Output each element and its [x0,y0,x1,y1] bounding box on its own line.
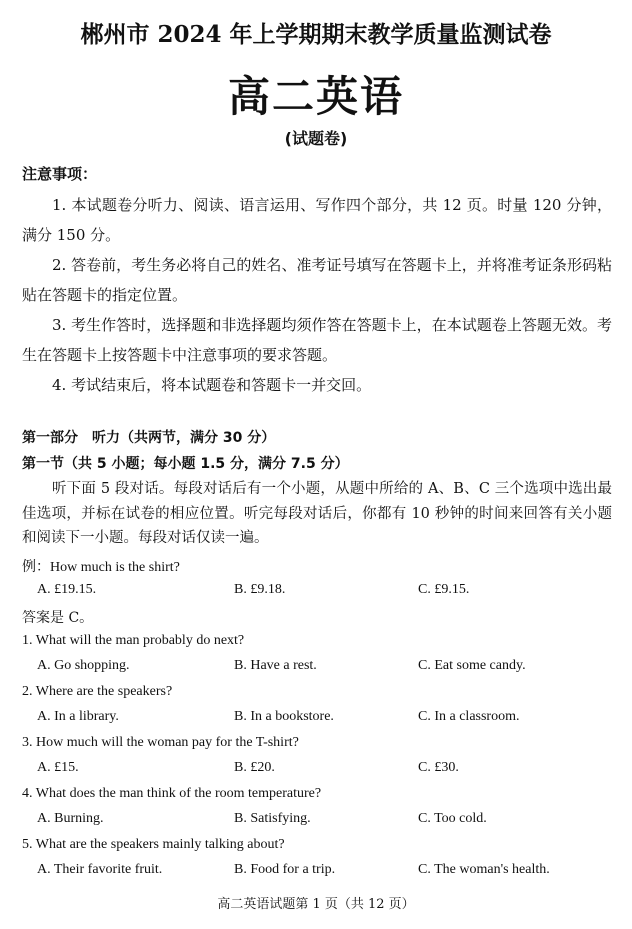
question-2-option-b: B. In a bookstore. [234,709,334,724]
notes-list [22,190,612,400]
question-4-option-b: B. Satisfying. [234,811,311,826]
instructions-text: 听下面 5 段对话。每段对话后有一个小题，从题中所给的 A、B、C 三个选项中选出最佳选项，并标在试卷的相应位置。听完每段对话后，你都有 10 秒钟的时间来回答有关小题和阅读下一小题。每段对话仅读一遍。 [22,481,612,546]
question-2-text: 2. Where are the speakers? [22,684,173,699]
question-item [22,633,622,683]
example-option-b: B. £9.18. [234,582,286,597]
question-item [22,837,622,887]
question-3-text: 3. How much will the woman pay for the T-shirt? [22,735,299,750]
subject-title: 高二英语 [227,72,404,121]
question-2-option-c: C. In a classroom. [418,709,520,724]
example-option-c: C. £9.15. [418,582,470,597]
question-4-option-a: A. Burning. [37,811,104,826]
note-item-4: 4. 考试结束后，将本试题卷和答题卡一并交回。 [52,376,372,394]
question-3-option-a: A. £15. [37,760,79,775]
page-footer: 高二英语试题第 1 页（共 12 页） [217,897,415,912]
part-heading: 第一部分 听力（共两节，满分 30 分） [22,430,276,446]
question-3-option-b: B. £20. [234,760,275,775]
question-5-option-b: B. Food for a trip. [234,862,336,877]
question-item [22,684,622,734]
example-answer: 答案是 C。 [22,610,94,626]
example-block [22,556,622,626]
question-item [22,735,622,785]
exam-title: 郴州市 2024 年上学期期末教学质量监测试卷 [80,21,552,48]
question-1-option-a: A. Go shopping. [37,658,130,673]
note-item-3: 3. 考生作答时，选择题和非选择题均须作答在答题卡上，在本试题卷上答题无效。考生在答题卡上按答题卡中注意事项的要求答题。 [22,316,612,364]
question-4-text: 4. What does the man think of the room temperature? [22,786,322,801]
question-5-text: 5. What are the speakers mainly talking about? [22,837,285,852]
paper-type-label: (试题卷) [284,129,348,148]
question-3-option-c: C. £30. [418,760,459,775]
example-option-a: A. £19.15. [37,582,97,597]
question-1-option-b: B. Have a rest. [234,658,317,673]
question-item [22,786,622,836]
listening-instructions [22,477,612,551]
question-2-option-a: A. In a library. [37,709,119,724]
question-4-option-c: C. Too cold. [418,811,487,826]
question-5-option-c: C. The woman's health. [418,862,550,877]
question-1-option-c: C. Eat some candy. [418,658,526,673]
note-item-1: 1. 本试题卷分听力、阅读、语言运用、写作四个部分，共 12 页。时量 120 分钟，满分 150 分。 [22,196,612,244]
question-1-text: 1. What will the man probably do next? [22,633,245,648]
section-heading: 第一节（共 5 小题；每小题 1.5 分，满分 7.5 分） [22,456,349,472]
note-item-2: 2. 答卷前，考生务必将自己的姓名、准考证号填写在答题卡上，并将准考证条形码粘贴在答题卡的指定位置。 [22,256,612,304]
notes-heading: 注意事项： [22,165,98,183]
example-question: 例：How much is the shirt? [22,560,180,575]
question-5-option-a: A. Their favorite fruit. [37,862,163,877]
